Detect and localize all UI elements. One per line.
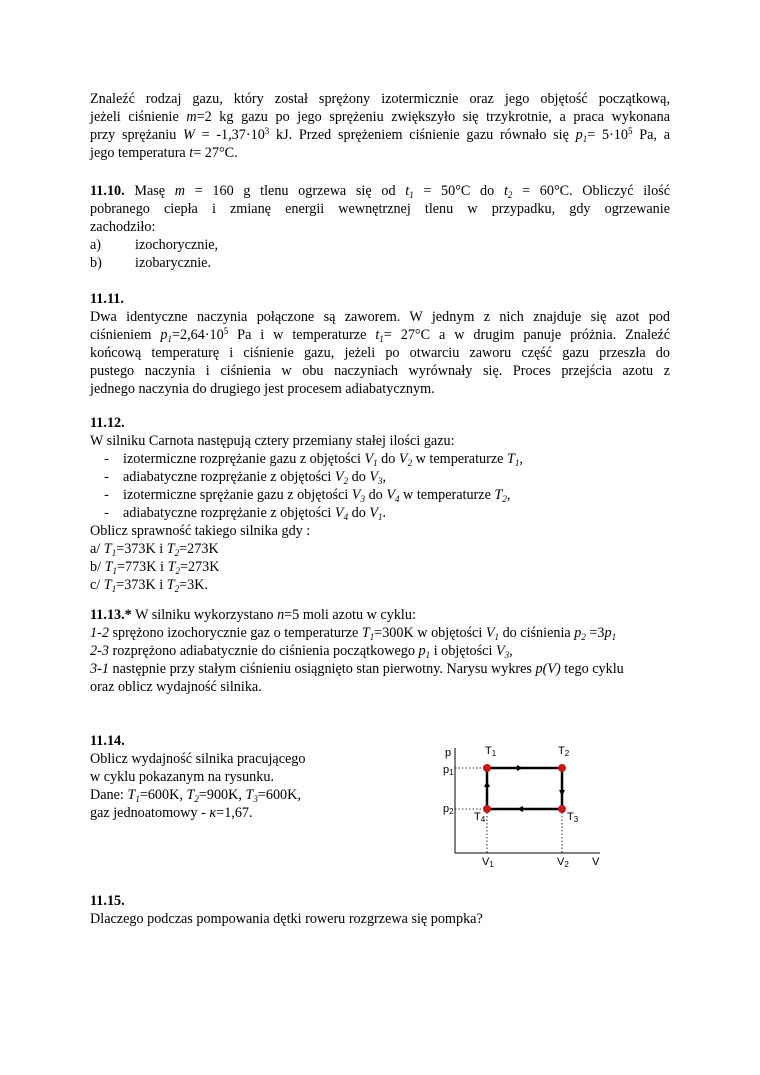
problem-11-11 (90, 290, 670, 398)
problem-number: 11.11. (90, 291, 124, 307)
p2-label: p2 (443, 803, 454, 816)
text-line: końcową temperaturę i ciśnienie gazu, jeżeli po otwarciu zaworu część gazu przeszła do (90, 345, 670, 361)
problem-number: 11.10. (90, 183, 125, 199)
text-line: Oblicz wydajność silnika pracującego (90, 751, 306, 767)
text-line: 2-3 rozprężono adiabatycznie do ciśnienia początkowego $p_1$ i objętości $V_3$, (90, 643, 513, 660)
text-line: pobranego ciepła i zmianę energii wewnętrznej tlenu w przypadku, gdy ogrzewanie (90, 201, 670, 217)
text-line: gaz jednoatomowy - κ=1,67. (90, 805, 253, 821)
list-item: - adiabatyczne rozprężanie z objętości $V_2$ do $V_3$, (104, 469, 387, 486)
list-item: - izotermiczne sprężanie gazu z objętości $V_3$ do $V_4$ w temperaturze $T_2$, (104, 487, 511, 504)
text-line: oraz oblicz wydajność silnika. (90, 679, 262, 695)
text-line: Dwa identyczne naczynia połączone są zaworem. W jednym z nich znajduje się azot pod (90, 309, 670, 325)
state-point-2 (558, 764, 566, 772)
problem-number: 11.13.* (90, 607, 132, 623)
list-item: b) izobarycznie. (90, 255, 212, 271)
text-line: 1-2 sprężono izochorycznie gaz o temperaturze $T_1=300K$ w objętości $V_1$ do ciśnienia $p_2 =3p_1$ (90, 625, 617, 642)
v-axis-label: V (592, 856, 600, 868)
text-line: 11.13.* W silniku wykorzystano n=5 moli azotu w cyklu: (90, 607, 416, 623)
answer-case: a/ $T_1=373K$ i $T_2=273K$ (90, 541, 219, 558)
problem-number: 11.12. (90, 415, 125, 431)
t2-label: T2 (558, 745, 570, 758)
p-axis-label: p (445, 747, 452, 759)
text-line: Dane: $T_1=600K$, $T_2=900K$, $T_3=600K$, (90, 787, 301, 804)
problem-11-12 (90, 414, 670, 594)
text-line: Znaleźć rodzaj gazu, który został sprężony izotermicznie oraz jego objętość początkową, (90, 91, 670, 107)
text-line: ciśnieniem $p_1=2,64\cdot 10^5$ Pa i w temperaturze $t_1= 27^\circ C$ a w drugim panuje próżnia. Znaleźć (90, 326, 670, 344)
problem-11-14 (90, 732, 390, 822)
text-line: Oblicz sprawność takiego silnika gdy : (90, 523, 311, 539)
intro-paragraph (90, 90, 670, 162)
problem-number: 11.14. (90, 733, 125, 749)
list-item: a) izochorycznie, (90, 237, 219, 253)
p1-label: p1 (443, 764, 454, 777)
text-line: 11.10. Masę m = 160 g tlenu ogrzewa się od $t_1 = 50^\circ C$ do $t_2 = 60^\circ C$. Obliczyć ilość (90, 183, 670, 200)
problem-11-13 (90, 606, 670, 696)
text-line: zachodziło: (90, 219, 156, 235)
answer-case: b/ $T_1=773K$ i $T_2=273K$ (90, 559, 220, 576)
text-line: przy sprężaniu $W = -1,37\cdot 10^3$ kJ. Przed sprężeniem ciśnienie gazu równało się $p_1= 5\cdot 10^5$ Pa, a (90, 126, 670, 144)
problem-11-15 (90, 892, 670, 928)
text-line: Dlaczego podczas pompowania dętki roweru rozgrzewa się pompka? (90, 911, 483, 927)
v2-label: V2 (557, 856, 569, 869)
problem-11-10 (90, 182, 670, 272)
problem-number: 11.15. (90, 893, 125, 909)
cycle-path (487, 768, 562, 809)
pv-cycle-diagram (430, 738, 610, 870)
text-line: jednego naczynia do drugiego jest procesem adiabatycznym. (90, 381, 435, 397)
state-point-3 (558, 805, 566, 813)
answer-case: c/ $T_1=373K$ i $T_2=3K$. (90, 577, 209, 594)
t3-label: T3 (567, 811, 579, 824)
state-point-1 (483, 764, 491, 772)
text-line: W silniku Carnota następują cztery przemiany stałej ilości gazu: (90, 433, 455, 449)
text-line: pustego naczynia i ciśnienia w obu naczyniach wyrównały się. Proces przejścia azotu z (90, 363, 670, 379)
state-point-4 (483, 805, 491, 813)
list-item: - adiabatyczne rozprężanie z objętości $V_4$ do $V_1$. (104, 505, 387, 522)
text-line: jego temperatura t= 27°C. (90, 145, 238, 161)
text-line: w cyklu pokazanym na rysunku. (90, 769, 275, 785)
t4-label: T4 (474, 811, 486, 824)
t1-label: T1 (485, 745, 497, 758)
v1-label: V1 (482, 856, 494, 869)
text-line: jeżeli ciśnienie m=2 kg gazu po jego sprężeniu zwiększyło się trzykrotnie, a praca wykonana (90, 109, 670, 125)
text-line: 3-1 następnie przy stałym ciśnieniu osiągnięto stan pierwotny. Narysu wykres p(V) tego cyklu (90, 661, 624, 677)
list-item: - izotermiczne rozprężanie gazu z objętości $V_1$ do $V_2$ w temperaturze $T_1$, (104, 451, 523, 468)
